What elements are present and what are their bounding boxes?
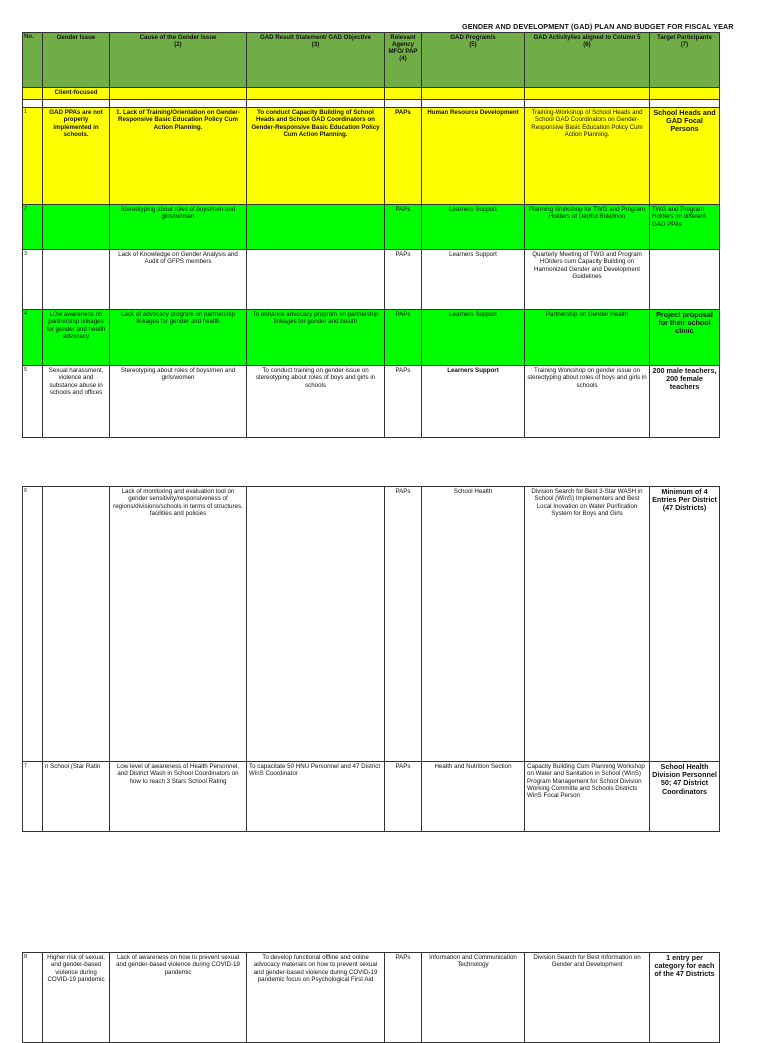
agency-cell: PAPs (385, 108, 422, 205)
section-cell (110, 88, 247, 100)
spacer-cell (43, 100, 110, 108)
activity-cell: Division Search for Best Information on Gender and Development (525, 953, 650, 1043)
gad-plan-table-page-1 (22, 32, 720, 438)
header-activity-label: GAD Activity/ies aligned to Column 5 (533, 34, 641, 41)
table-row (23, 310, 720, 366)
header-target (650, 33, 720, 88)
activity-cell: Quarterly Meeting of TWG and Program HOlders cum Capacity Building on Harmonized Gender and Development Guidelines (525, 250, 650, 310)
result-cell (247, 250, 385, 310)
row-number: 5 (23, 366, 43, 438)
target-cell: Minimum of 4 Entries Per District (47 Districts) (650, 487, 720, 762)
agency-cell: PAPs (385, 205, 422, 250)
activity-cell: Division Search for Best 3-Star WASH in School (WinS) Implementers and Best Local Inovation on Water Purification System for Boys and Girls (525, 487, 650, 762)
spacer-cell (422, 100, 525, 108)
section-cell (247, 88, 385, 100)
gender-issue-cell: LOw awareness on partnership linkages for gender and health advocacy (43, 310, 110, 366)
table-row (23, 487, 720, 762)
result-cell: To capacitate 50 HNU Personnel and 47 District WinS Coordinator (247, 762, 385, 832)
section-cell (385, 88, 422, 100)
header-agency (385, 33, 422, 88)
header-activity-num: (6) (583, 41, 591, 48)
agency-cell: PAPs (385, 310, 422, 366)
table-row (23, 762, 720, 832)
section-cell (525, 88, 650, 100)
header-activity (525, 33, 650, 88)
spacer-cell (385, 100, 422, 108)
agency-cell: PAPs (385, 762, 422, 832)
spacer-row (23, 100, 720, 108)
program-cell: Learners Support (422, 366, 525, 438)
spacer-cell (110, 100, 247, 108)
row-number: 8 (23, 953, 43, 1043)
gender-issue-cell (43, 205, 110, 250)
activity-cell: Capacity Building Cum Planning Workshop on Water and Sanitation in School (WinS) Program Management for School Division Working Committe and Schools Districts WinS Focal Person (525, 762, 650, 832)
agency-cell: PAPs (385, 250, 422, 310)
gender-issue-cell: n School (Star Ratin (43, 762, 110, 832)
result-cell: To conduct Capacity Building of School Heads and School GAD Coordinators on Gender-Responsive Basic Education Policy Cum Action Planning. (247, 108, 385, 205)
section-cell (422, 88, 525, 100)
result-cell (247, 205, 385, 250)
header-agency-num: (4) (399, 55, 407, 62)
program-cell: School Health (422, 487, 525, 762)
cause-cell: Stereotyping about roles of boys/men and girls/women (110, 205, 247, 250)
spacer-cell (650, 100, 720, 108)
target-cell: TWG and Program Holders on different GAD PPAs (650, 205, 720, 250)
gad-plan-table-page-2 (22, 486, 720, 832)
activity-cell: Planning Workshop for TWG and Program Holders of DepEd Bukidnon (525, 205, 650, 250)
header-cause-num: (2) (174, 41, 182, 48)
cause-cell: Lack of advocacy program on partnership linkages for gender and health (110, 310, 247, 366)
header-result-num: (3) (311, 41, 320, 48)
target-cell: 1 entry per category for each of the 47 Districts (650, 953, 720, 1043)
section-label: Client-focused (43, 88, 110, 100)
gender-issue-cell (43, 487, 110, 762)
header-result (247, 33, 385, 88)
program-cell: Information and Communication Technology (422, 953, 525, 1043)
result-cell: To conduct training on gender issue on stereotyping about roles of boys and girls in schools (247, 366, 385, 438)
target-cell: 200 male teachers, 200 female teachers (650, 366, 720, 438)
header-program-label: GAD Program/s (450, 34, 496, 41)
target-cell: School Health Division Personnel 50; 47 District Coordinators (650, 762, 720, 832)
cause-cell: Lack of monitoring and evaluation tool on gender sensitivity/responsiveness of regions/divisions/schools in terms of structures, facilities and policies (110, 487, 247, 762)
table-row (23, 366, 720, 438)
program-cell: Learners Support (422, 205, 525, 250)
activity-cell: Training-Workshop of School Heads and School GAD Coordinators on Gender-Responsive Basic Education Policy Cum Action Planning. (525, 108, 650, 205)
result-cell: To develop functional offline and online advocacy materials on how to prevent sexual and gender-based violence during COVID-19 pandemic focus on Psychological First Aid (247, 953, 385, 1043)
target-cell (650, 250, 720, 310)
program-cell: Learners Support (422, 250, 525, 310)
gender-issue-cell (43, 250, 110, 310)
gender-issue-cell: Higher risk of sexual, and gender-based violence during COVID-19 pandemic (43, 953, 110, 1043)
gad-plan-table-page-3 (22, 952, 720, 1043)
row-number: 2 (23, 205, 43, 250)
document-title: GENDER AND DEVELOPMENT (GAD) PLAN AND BUDGET FOR FISCAL YEAR (462, 22, 734, 31)
result-cell: To enhance advocacy program on partnership linkages for gender and health (247, 310, 385, 366)
table-row (23, 205, 720, 250)
spacer-cell (23, 100, 43, 108)
program-cell: Learners Support (422, 310, 525, 366)
header-target-label: Target Participants (657, 34, 712, 41)
header-program-num: (5) (469, 41, 477, 48)
header-agency-label: Relevant Agency MFO/ PAP (388, 34, 418, 55)
header-gender-issue-label: Gender Issue (56, 34, 96, 41)
header-cause-label: Cause of the Gender Issue (139, 34, 217, 41)
spacer-cell (525, 100, 650, 108)
gender-issue-cell: Sexual harassment, violence and substance abuse in schools and offices (43, 366, 110, 438)
header-program (422, 33, 525, 88)
agency-cell: PAPs (385, 953, 422, 1043)
row-number: 4 (23, 310, 43, 366)
header-result-label: GAD Result Statement/ GAD Objective (259, 34, 372, 41)
row-number: 7 (23, 762, 43, 832)
program-cell: Human Resource Development (422, 108, 525, 205)
cause-cell: Low level of awareness of Health Personnel, and District Wash in School Coordinators on how to reach 3 Stars School Rating (110, 762, 247, 832)
row-number: 1 (23, 108, 43, 205)
header-target-num: (7) (680, 41, 689, 48)
table-row (23, 108, 720, 205)
cause-cell: Lack of Knowledge on Gender Analysis and Audit of GFPS members (110, 250, 247, 310)
header-gender-issue (43, 33, 110, 88)
spacer-cell (247, 100, 385, 108)
section-cell (650, 88, 720, 100)
activity-cell: Partnership on Gender Health (525, 310, 650, 366)
row-number: 6 (23, 487, 43, 762)
header-row (23, 33, 720, 88)
table-row (23, 250, 720, 310)
row-number: 3 (23, 250, 43, 310)
target-cell: School Heads and GAD Focal Persons (650, 108, 720, 205)
program-cell: Health and Nutrition Section (422, 762, 525, 832)
gender-issue-cell: GAD PPAs are not properly implemented in schools. (43, 108, 110, 205)
cause-cell: Lack of awareness on how to prevent sexual and gender-based violence during COVID-19 pandemic (110, 953, 247, 1043)
activity-cell: Training Workshop on gender issue on stereotyping about roles of boys and girls in schools (525, 366, 650, 438)
cause-cell: Stereotyping about roles of boys/men and girls/women (110, 366, 247, 438)
agency-cell: PAPs (385, 366, 422, 438)
header-cause (110, 33, 247, 88)
section-row (23, 88, 720, 100)
cause-cell: 1. Lack of Training/Orientation on Gender-Responsive Basic Education Policy Cum Action Planning. (110, 108, 247, 205)
target-cell: Project proposal for their school clinic (650, 310, 720, 366)
header-no: No. (23, 33, 43, 88)
section-no-cell (23, 88, 43, 100)
result-cell (247, 487, 385, 762)
agency-cell: PAPs (385, 487, 422, 762)
table-row (23, 953, 720, 1043)
